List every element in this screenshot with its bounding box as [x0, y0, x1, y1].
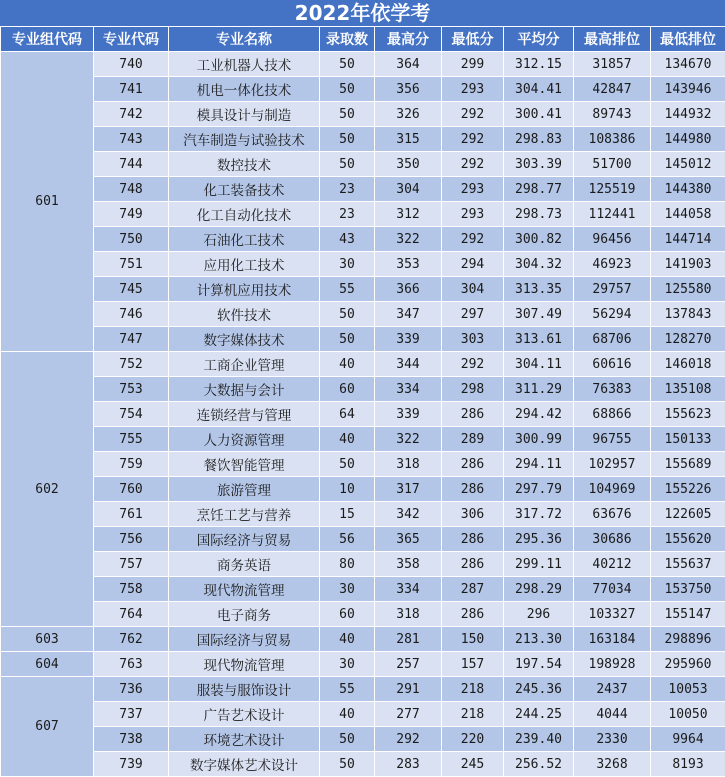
- min-score-cell: 286: [442, 452, 504, 477]
- avg-score-cell: 294.11: [504, 452, 574, 477]
- header-group-code: 专业组代码: [1, 27, 94, 52]
- admission-table: [0, 26, 725, 777]
- max-score-cell: 347: [375, 302, 442, 327]
- min-rank-cell: 155637: [651, 552, 725, 577]
- min-score-cell: 306: [442, 502, 504, 527]
- avg-score-cell: 256.52: [504, 752, 574, 777]
- admitted-cell: 50: [320, 77, 375, 102]
- max-score-cell: 281: [375, 627, 442, 652]
- max-score-cell: 318: [375, 602, 442, 627]
- min-rank-cell: 155689: [651, 452, 725, 477]
- min-rank-cell: 146018: [651, 352, 725, 377]
- header-min-score: 最低分: [442, 27, 504, 52]
- major-code-cell: 737: [94, 702, 169, 727]
- major-name-cell: 商务英语: [169, 552, 320, 577]
- admitted-cell: 60: [320, 377, 375, 402]
- admitted-cell: 50: [320, 452, 375, 477]
- min-score-cell: 287: [442, 577, 504, 602]
- avg-score-cell: 300.99: [504, 427, 574, 452]
- major-name-cell: 工业机器人技术: [169, 52, 320, 77]
- admitted-cell: 50: [320, 102, 375, 127]
- max-score-cell: 344: [375, 352, 442, 377]
- max-score-cell: 365: [375, 527, 442, 552]
- avg-score-cell: 197.54: [504, 652, 574, 677]
- max-rank-cell: 163184: [574, 627, 651, 652]
- max-rank-cell: 104969: [574, 477, 651, 502]
- max-rank-cell: 103327: [574, 602, 651, 627]
- major-code-cell: 756: [94, 527, 169, 552]
- max-score-cell: 334: [375, 377, 442, 402]
- major-code-cell: 741: [94, 77, 169, 102]
- table-row: [1, 477, 725, 502]
- avg-score-cell: 313.61: [504, 327, 574, 352]
- major-code-cell: 744: [94, 152, 169, 177]
- avg-score-cell: 297.79: [504, 477, 574, 502]
- major-name-cell: 连锁经营与管理: [169, 402, 320, 427]
- table-row: [1, 702, 725, 727]
- group-code-cell: 602: [1, 352, 94, 627]
- min-rank-cell: 295960: [651, 652, 725, 677]
- table-row: [1, 327, 725, 352]
- max-rank-cell: 40212: [574, 552, 651, 577]
- admitted-cell: 30: [320, 252, 375, 277]
- max-rank-cell: 89743: [574, 102, 651, 127]
- admitted-cell: 40: [320, 627, 375, 652]
- major-name-cell: 数控技术: [169, 152, 320, 177]
- min-rank-cell: 137843: [651, 302, 725, 327]
- header-max-score: 最高分: [375, 27, 442, 52]
- group-code-cell: 603: [1, 627, 94, 652]
- min-rank-cell: 145012: [651, 152, 725, 177]
- max-rank-cell: 68866: [574, 402, 651, 427]
- avg-score-cell: 304.32: [504, 252, 574, 277]
- max-score-cell: 292: [375, 727, 442, 752]
- major-name-cell: 应用化工技术: [169, 252, 320, 277]
- min-score-cell: 218: [442, 677, 504, 702]
- major-name-cell: 国际经济与贸易: [169, 627, 320, 652]
- header-min-rank: 最低排位: [651, 27, 725, 52]
- table-row: [1, 302, 725, 327]
- min-score-cell: 292: [442, 102, 504, 127]
- admitted-cell: 10: [320, 477, 375, 502]
- table-row: [1, 527, 725, 552]
- header-admitted: 录取数: [320, 27, 375, 52]
- major-name-cell: 石油化工技术: [169, 227, 320, 252]
- min-score-cell: 150: [442, 627, 504, 652]
- max-score-cell: 283: [375, 752, 442, 777]
- major-code-cell: 751: [94, 252, 169, 277]
- max-rank-cell: 2437: [574, 677, 651, 702]
- table-row: [1, 577, 725, 602]
- major-name-cell: 现代物流管理: [169, 652, 320, 677]
- min-score-cell: 297: [442, 302, 504, 327]
- max-score-cell: 322: [375, 427, 442, 452]
- major-code-cell: 747: [94, 327, 169, 352]
- table-row: [1, 402, 725, 427]
- max-rank-cell: 29757: [574, 277, 651, 302]
- max-rank-cell: 51700: [574, 152, 651, 177]
- major-name-cell: 电子商务: [169, 602, 320, 627]
- min-rank-cell: 155623: [651, 402, 725, 427]
- admitted-cell: 30: [320, 652, 375, 677]
- group-code-cell: 607: [1, 677, 94, 777]
- major-code-cell: 759: [94, 452, 169, 477]
- min-rank-cell: 143946: [651, 77, 725, 102]
- header-row: [1, 27, 725, 52]
- major-name-cell: 计算机应用技术: [169, 277, 320, 302]
- major-name-cell: 化工自动化技术: [169, 202, 320, 227]
- max-score-cell: 317: [375, 477, 442, 502]
- admitted-cell: 50: [320, 52, 375, 77]
- max-rank-cell: 125519: [574, 177, 651, 202]
- major-code-cell: 762: [94, 627, 169, 652]
- major-code-cell: 755: [94, 427, 169, 452]
- major-code-cell: 743: [94, 127, 169, 152]
- min-score-cell: 292: [442, 127, 504, 152]
- avg-score-cell: 244.25: [504, 702, 574, 727]
- major-name-cell: 工商企业管理: [169, 352, 320, 377]
- table-row: [1, 177, 725, 202]
- avg-score-cell: 304.11: [504, 352, 574, 377]
- min-rank-cell: 9964: [651, 727, 725, 752]
- min-rank-cell: 10053: [651, 677, 725, 702]
- max-score-cell: 318: [375, 452, 442, 477]
- header-max-rank: 最高排位: [574, 27, 651, 52]
- admitted-cell: 15: [320, 502, 375, 527]
- max-score-cell: 326: [375, 102, 442, 127]
- major-name-cell: 数字媒体技术: [169, 327, 320, 352]
- max-rank-cell: 108386: [574, 127, 651, 152]
- avg-score-cell: 298.29: [504, 577, 574, 602]
- admitted-cell: 64: [320, 402, 375, 427]
- max-rank-cell: 68706: [574, 327, 651, 352]
- max-score-cell: 315: [375, 127, 442, 152]
- admitted-cell: 40: [320, 702, 375, 727]
- major-name-cell: 化工装备技术: [169, 177, 320, 202]
- major-name-cell: 现代物流管理: [169, 577, 320, 602]
- min-rank-cell: 144058: [651, 202, 725, 227]
- major-name-cell: 机电一体化技术: [169, 77, 320, 102]
- min-rank-cell: 8193: [651, 752, 725, 777]
- max-rank-cell: 31857: [574, 52, 651, 77]
- admitted-cell: 55: [320, 277, 375, 302]
- avg-score-cell: 213.30: [504, 627, 574, 652]
- max-score-cell: 312: [375, 202, 442, 227]
- min-score-cell: 293: [442, 77, 504, 102]
- group-code-cell: 601: [1, 52, 94, 352]
- major-code-cell: 764: [94, 602, 169, 627]
- min-score-cell: 292: [442, 152, 504, 177]
- avg-score-cell: 303.39: [504, 152, 574, 177]
- max-score-cell: 339: [375, 402, 442, 427]
- major-code-cell: 750: [94, 227, 169, 252]
- major-code-cell: 758: [94, 577, 169, 602]
- max-rank-cell: 77034: [574, 577, 651, 602]
- min-score-cell: 286: [442, 402, 504, 427]
- min-rank-cell: 144714: [651, 227, 725, 252]
- admitted-cell: 23: [320, 177, 375, 202]
- max-rank-cell: 46923: [574, 252, 651, 277]
- major-name-cell: 旅游管理: [169, 477, 320, 502]
- min-score-cell: 292: [442, 227, 504, 252]
- max-rank-cell: 102957: [574, 452, 651, 477]
- max-rank-cell: 56294: [574, 302, 651, 327]
- min-score-cell: 157: [442, 652, 504, 677]
- table-row: [1, 552, 725, 577]
- major-name-cell: 环境艺术设计: [169, 727, 320, 752]
- major-name-cell: 人力资源管理: [169, 427, 320, 452]
- table-row: [1, 727, 725, 752]
- min-rank-cell: 135108: [651, 377, 725, 402]
- max-rank-cell: 76383: [574, 377, 651, 402]
- min-score-cell: 293: [442, 177, 504, 202]
- major-code-cell: 740: [94, 52, 169, 77]
- min-rank-cell: 155226: [651, 477, 725, 502]
- admitted-cell: 50: [320, 152, 375, 177]
- min-rank-cell: 141903: [651, 252, 725, 277]
- admitted-cell: 40: [320, 352, 375, 377]
- max-score-cell: 339: [375, 327, 442, 352]
- admitted-cell: 30: [320, 577, 375, 602]
- min-rank-cell: 128270: [651, 327, 725, 352]
- min-rank-cell: 144932: [651, 102, 725, 127]
- min-rank-cell: 125580: [651, 277, 725, 302]
- min-score-cell: 286: [442, 477, 504, 502]
- major-code-cell: 746: [94, 302, 169, 327]
- admitted-cell: 40: [320, 427, 375, 452]
- major-name-cell: 软件技术: [169, 302, 320, 327]
- major-code-cell: 753: [94, 377, 169, 402]
- max-rank-cell: 3268: [574, 752, 651, 777]
- min-score-cell: 286: [442, 602, 504, 627]
- min-score-cell: 299: [442, 52, 504, 77]
- header-major-code: 专业代码: [94, 27, 169, 52]
- table-title: 2022年依学考: [0, 0, 725, 27]
- major-name-cell: 餐饮智能管理: [169, 452, 320, 477]
- avg-score-cell: 311.29: [504, 377, 574, 402]
- max-score-cell: 342: [375, 502, 442, 527]
- major-code-cell: 752: [94, 352, 169, 377]
- major-code-cell: 738: [94, 727, 169, 752]
- min-score-cell: 303: [442, 327, 504, 352]
- max-score-cell: 304: [375, 177, 442, 202]
- major-name-cell: 汽车制造与试验技术: [169, 127, 320, 152]
- table-row: [1, 602, 725, 627]
- major-code-cell: 742: [94, 102, 169, 127]
- major-name-cell: 国际经济与贸易: [169, 527, 320, 552]
- avg-score-cell: 296: [504, 602, 574, 627]
- major-code-cell: 739: [94, 752, 169, 777]
- min-score-cell: 218: [442, 702, 504, 727]
- max-score-cell: 257: [375, 652, 442, 677]
- max-score-cell: 366: [375, 277, 442, 302]
- max-rank-cell: 112441: [574, 202, 651, 227]
- table-row: [1, 352, 725, 377]
- max-score-cell: 350: [375, 152, 442, 177]
- table-body: [1, 52, 725, 777]
- major-name-cell: 大数据与会计: [169, 377, 320, 402]
- min-rank-cell: 298896: [651, 627, 725, 652]
- major-code-cell: 754: [94, 402, 169, 427]
- max-score-cell: 358: [375, 552, 442, 577]
- major-code-cell: 761: [94, 502, 169, 527]
- avg-score-cell: 304.41: [504, 77, 574, 102]
- table-row: [1, 377, 725, 402]
- table-row: [1, 427, 725, 452]
- table-row: [1, 452, 725, 477]
- table-row: [1, 502, 725, 527]
- max-score-cell: 334: [375, 577, 442, 602]
- group-code-cell: 604: [1, 652, 94, 677]
- min-score-cell: 220: [442, 727, 504, 752]
- min-score-cell: 304: [442, 277, 504, 302]
- table-row: [1, 127, 725, 152]
- major-name-cell: 烹饪工艺与营养: [169, 502, 320, 527]
- major-name-cell: 模具设计与制造: [169, 102, 320, 127]
- min-rank-cell: 153750: [651, 577, 725, 602]
- admitted-cell: 50: [320, 302, 375, 327]
- min-rank-cell: 155147: [651, 602, 725, 627]
- admitted-cell: 50: [320, 752, 375, 777]
- major-code-cell: 736: [94, 677, 169, 702]
- min-score-cell: 286: [442, 527, 504, 552]
- min-rank-cell: 150133: [651, 427, 725, 452]
- min-score-cell: 289: [442, 427, 504, 452]
- major-code-cell: 749: [94, 202, 169, 227]
- avg-score-cell: 245.36: [504, 677, 574, 702]
- min-score-cell: 245: [442, 752, 504, 777]
- major-name-cell: 服装与服饰设计: [169, 677, 320, 702]
- avg-score-cell: 298.73: [504, 202, 574, 227]
- admitted-cell: 50: [320, 127, 375, 152]
- min-score-cell: 286: [442, 552, 504, 577]
- major-code-cell: 760: [94, 477, 169, 502]
- admitted-cell: 23: [320, 202, 375, 227]
- avg-score-cell: 294.42: [504, 402, 574, 427]
- min-rank-cell: 144380: [651, 177, 725, 202]
- admitted-cell: 43: [320, 227, 375, 252]
- min-rank-cell: 10050: [651, 702, 725, 727]
- min-score-cell: 298: [442, 377, 504, 402]
- max-rank-cell: 42847: [574, 77, 651, 102]
- min-rank-cell: 144980: [651, 127, 725, 152]
- table-row: [1, 652, 725, 677]
- avg-score-cell: 300.82: [504, 227, 574, 252]
- table-row: [1, 152, 725, 177]
- max-rank-cell: 4044: [574, 702, 651, 727]
- avg-score-cell: 298.77: [504, 177, 574, 202]
- admitted-cell: 60: [320, 602, 375, 627]
- admitted-cell: 50: [320, 327, 375, 352]
- admitted-cell: 56: [320, 527, 375, 552]
- min-rank-cell: 134670: [651, 52, 725, 77]
- table-row: [1, 627, 725, 652]
- min-score-cell: 292: [442, 352, 504, 377]
- min-rank-cell: 122605: [651, 502, 725, 527]
- admitted-cell: 80: [320, 552, 375, 577]
- avg-score-cell: 299.11: [504, 552, 574, 577]
- major-name-cell: 广告艺术设计: [169, 702, 320, 727]
- major-code-cell: 763: [94, 652, 169, 677]
- table-row: [1, 102, 725, 127]
- major-code-cell: 745: [94, 277, 169, 302]
- max-rank-cell: 60616: [574, 352, 651, 377]
- max-rank-cell: 198928: [574, 652, 651, 677]
- avg-score-cell: 298.83: [504, 127, 574, 152]
- major-name-cell: 数字媒体艺术设计: [169, 752, 320, 777]
- table-row: [1, 252, 725, 277]
- max-rank-cell: 2330: [574, 727, 651, 752]
- max-score-cell: 291: [375, 677, 442, 702]
- min-rank-cell: 155620: [651, 527, 725, 552]
- table-row: [1, 52, 725, 77]
- max-rank-cell: 96456: [574, 227, 651, 252]
- max-rank-cell: 30686: [574, 527, 651, 552]
- max-score-cell: 322: [375, 227, 442, 252]
- max-score-cell: 364: [375, 52, 442, 77]
- max-score-cell: 353: [375, 252, 442, 277]
- max-rank-cell: 63676: [574, 502, 651, 527]
- table-row: [1, 752, 725, 777]
- min-score-cell: 294: [442, 252, 504, 277]
- avg-score-cell: 295.36: [504, 527, 574, 552]
- major-code-cell: 757: [94, 552, 169, 577]
- table-row: [1, 227, 725, 252]
- max-rank-cell: 96755: [574, 427, 651, 452]
- min-score-cell: 293: [442, 202, 504, 227]
- max-score-cell: 277: [375, 702, 442, 727]
- table-row: [1, 277, 725, 302]
- table-row: [1, 77, 725, 102]
- admitted-cell: 55: [320, 677, 375, 702]
- avg-score-cell: 317.72: [504, 502, 574, 527]
- avg-score-cell: 312.15: [504, 52, 574, 77]
- table-row: [1, 202, 725, 227]
- avg-score-cell: 300.41: [504, 102, 574, 127]
- admitted-cell: 50: [320, 727, 375, 752]
- table-row: [1, 677, 725, 702]
- max-score-cell: 356: [375, 77, 442, 102]
- major-code-cell: 748: [94, 177, 169, 202]
- header-major-name: 专业名称: [169, 27, 320, 52]
- header-avg-score: 平均分: [504, 27, 574, 52]
- avg-score-cell: 307.49: [504, 302, 574, 327]
- avg-score-cell: 313.35: [504, 277, 574, 302]
- avg-score-cell: 239.40: [504, 727, 574, 752]
